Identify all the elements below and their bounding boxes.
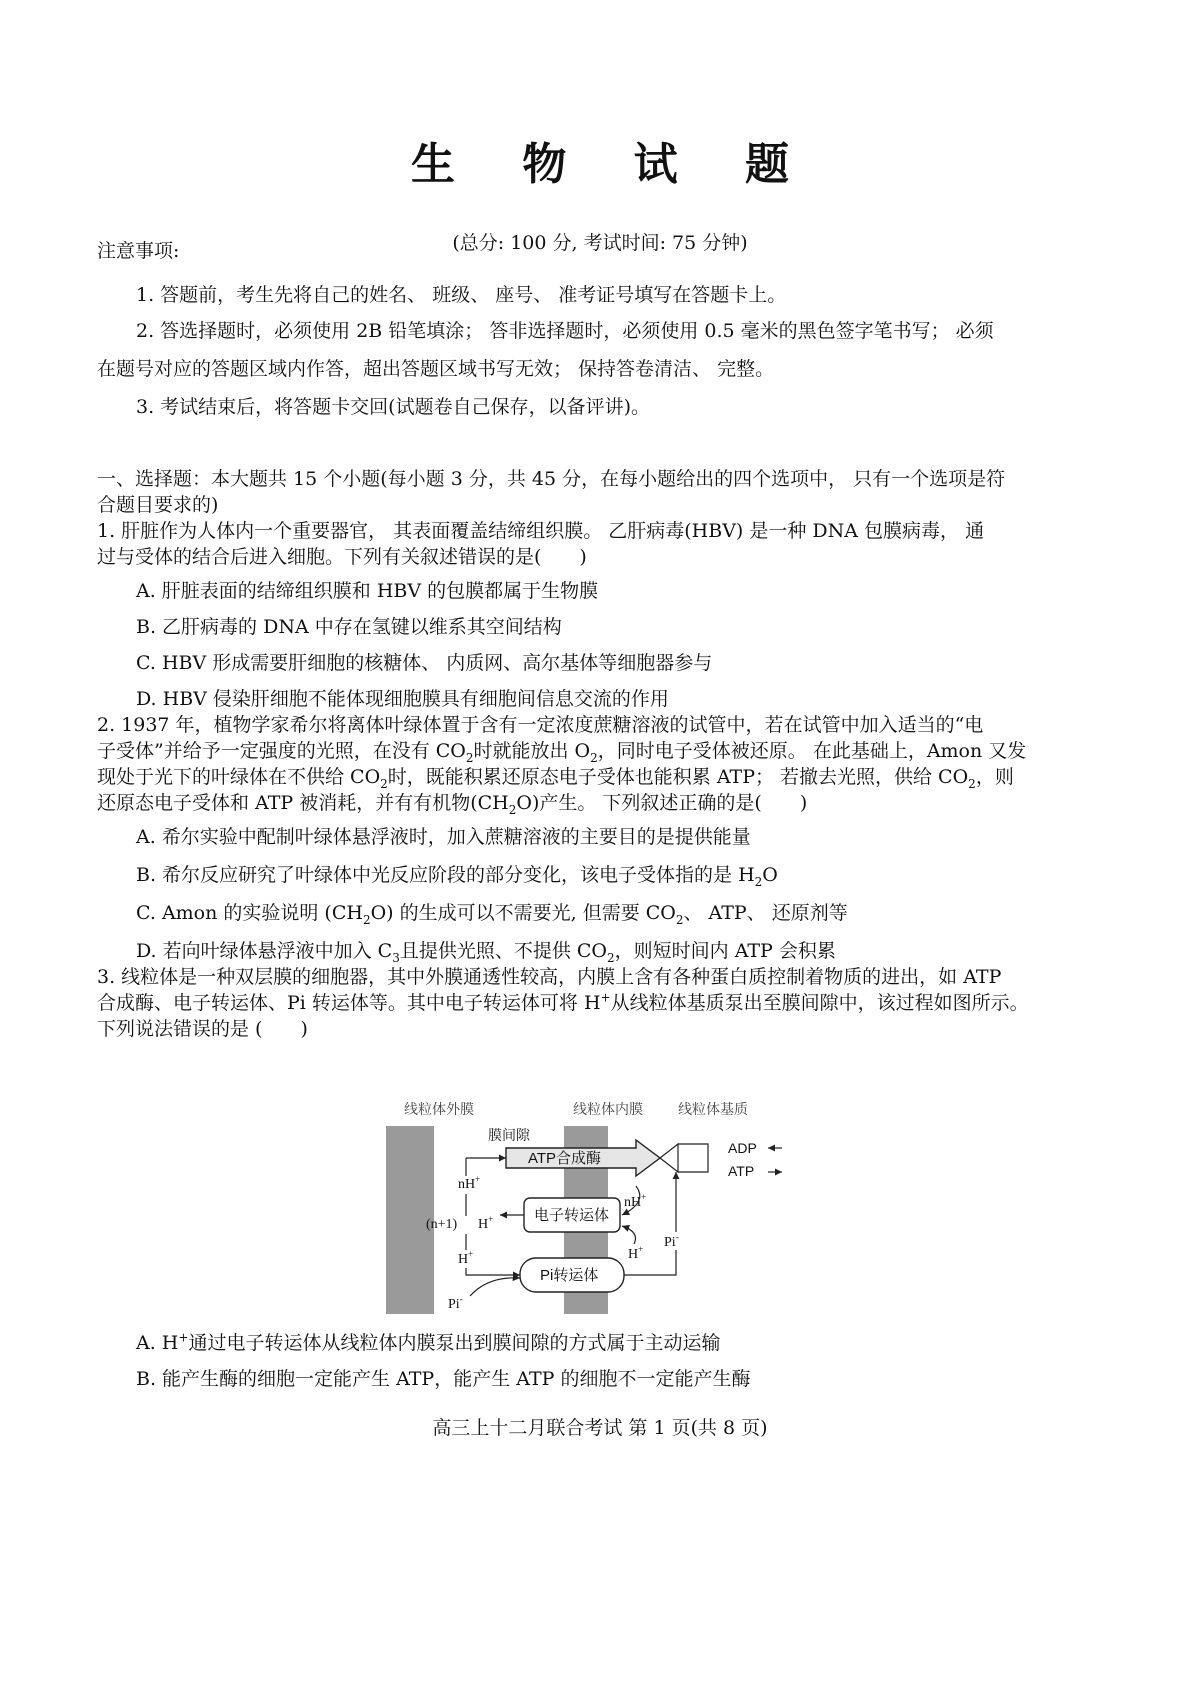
notice-item-1: 1. 答题前，考生先将自己的姓名、 班级、 座号、 准考证号填写在答题卡上。	[136, 284, 787, 306]
pi-transporter-label: Pi转运体	[540, 1267, 599, 1284]
electron-transporter-label: 电子转运体	[534, 1207, 610, 1224]
pi-left-label: Pi-	[448, 1294, 463, 1312]
question-3-option-b: B. 能产生酶的细胞一定能产生 ATP，能产生 ATP 的细胞不一定能产生酶	[136, 1368, 751, 1390]
mitochondria-diagram	[378, 1098, 798, 1316]
question-2-option-b: B. 希尔反应研究了叶绿体中光反应阶段的部分变化，该电子受体指的是 $H_2O$	[136, 864, 778, 889]
nh-left-label: nH+	[458, 1174, 481, 1192]
pi-in-arrow	[470, 1278, 520, 1296]
question-2-stem-line2: 子受体”并给予一定强度的光照，在没有 $CO_2$时就能放出 $O_2$，同时电子受体被还原。 在此基础上，Amon 又发	[97, 740, 1027, 765]
page-title: 生 物 试 题	[411, 139, 815, 190]
h-mid-label: H+	[478, 1214, 494, 1232]
question-3-option-a: A. H+通过电子转运体从线粒体内膜泵出到膜间隙的方式属于主动运输	[136, 1330, 721, 1354]
atp-label: ATP	[728, 1163, 755, 1179]
question-1-option-b: B. 乙肝病毒的 DNA 中存在氢键以维系其空间结构	[136, 616, 562, 638]
section-heading: 一、选择题：本大题共 15 个小题(每小题 3 分，共 45 分，在每小题给出的四个选项中， 只有一个选项是符	[97, 468, 1006, 490]
question-2-stem: 2. 1937 年，植物学家希尔将离体叶绿体置于含有一定浓度蔗糖溶液的试管中，若在试管中加入适当的“电	[97, 714, 984, 736]
question-1-option-c: C. HBV 形成需要肝细胞的核糖体、 内质网、高尔基体等细胞器参与	[136, 652, 713, 674]
matrix-label: 线粒体基质	[678, 1101, 748, 1117]
intermembrane-label: 膜间隙	[488, 1127, 530, 1143]
question-1-option-d: D. HBV 侵染肝细胞不能体现细胞膜具有细胞间信息交流的作用	[136, 688, 669, 710]
question-3-stem: 3. 线粒体是一种双层膜的细胞器，其中外膜通透性较高，内膜上含有各种蛋白质控制着物质的进出，如 ATP	[97, 966, 1002, 988]
pi-right-label: Pi-	[664, 1232, 679, 1250]
h-to-transporter-arrow	[622, 1226, 636, 1244]
inner-membrane-label: 线粒体内膜	[573, 1101, 643, 1117]
adp-label: ADP	[728, 1140, 757, 1156]
notice-heading: 注意事项:	[97, 240, 180, 262]
question-2-stem-line4: 还原态电子受体和 ATP 被消耗，并有有机物$(CH_2O)$产生。 下列叙述正确的是( )	[97, 792, 808, 817]
question-2-option-c: C. Amon 的实验说明 $(CH_2O)$ 的生成可以不需要光, 但需要 $CO_2$、 ATP、 还原剂等	[136, 902, 848, 927]
notice-item-2-cont: 在题号对应的答题区域内作答，超出答题区域书写无效； 保持答卷清洁、 完整。	[97, 358, 775, 380]
atp-synthase-head-icon	[660, 1144, 678, 1172]
question-3-stem-line2: 合成酶、电子转运体、Pi 转运体等。其中电子转运体可将 H+从线粒体基质泵出至膜间隙中，该过程如图所示。	[97, 990, 1029, 1014]
question-1-stem: 1. 肝脏作为人体内一个重要器官， 其表面覆盖结缔组织膜。 乙肝病毒(HBV) 是一种 DNA 包膜病毒， 通	[97, 520, 985, 542]
question-2-option-a: A. 希尔实验中配制叶绿体悬浮液时，加入蔗糖溶液的主要目的是提供能量	[136, 826, 751, 848]
page-footer: 高三上十二月联合考试 第 1 页(共 8 页)	[432, 1417, 768, 1439]
notice-item-3: 3. 考试结束后，将答题卡交回(试题卷自己保存，以备评讲)。	[136, 396, 650, 418]
n1-label: (n+1)	[426, 1217, 458, 1232]
h-right-label: H+	[628, 1244, 644, 1262]
section-heading-cont: 合题目要求的)	[97, 494, 219, 516]
nh-right-label: nH+	[624, 1192, 647, 1210]
outer-membrane-label: 线粒体外膜	[404, 1101, 474, 1117]
exam-info: (总分: 100 分, 考试时间: 75 分钟)	[452, 232, 748, 254]
h-to-pi-transporter-arrow	[466, 1268, 520, 1275]
atp-synthase-bracket	[678, 1144, 708, 1172]
question-1-stem-cont: 过与受体的结合后进入细胞。下列有关叙述错误的是( )	[97, 546, 587, 568]
question-1-option-a: A. 肝脏表面的结缔组织膜和 HBV 的包膜都属于生物膜	[136, 580, 599, 602]
atp-synthase-label: ATP合成酶	[528, 1150, 602, 1167]
question-3-stem-line3: 下列说法错误的是 ( )	[97, 1018, 308, 1040]
question-2-option-d: D. 若向叶绿体悬浮液中加入 $C_3$且提供光照、不提供 $CO_2$，则短时间内 ATP 会积累	[136, 940, 836, 965]
notice-item-2: 2. 答选择题时，必须使用 2B 铅笔填涂； 答非选择题时，必须使用 0.5 毫米的黑色签字笔书写； 必须	[136, 320, 994, 342]
question-2-stem-line3: 现处于光下的叶绿体在不供给 $CO_2$时，既能积累还原态电子受体也能积累 ATP； 若撤去光照，供给 $CO_2$，则	[97, 766, 1014, 791]
h-low-label: H+	[458, 1249, 474, 1267]
